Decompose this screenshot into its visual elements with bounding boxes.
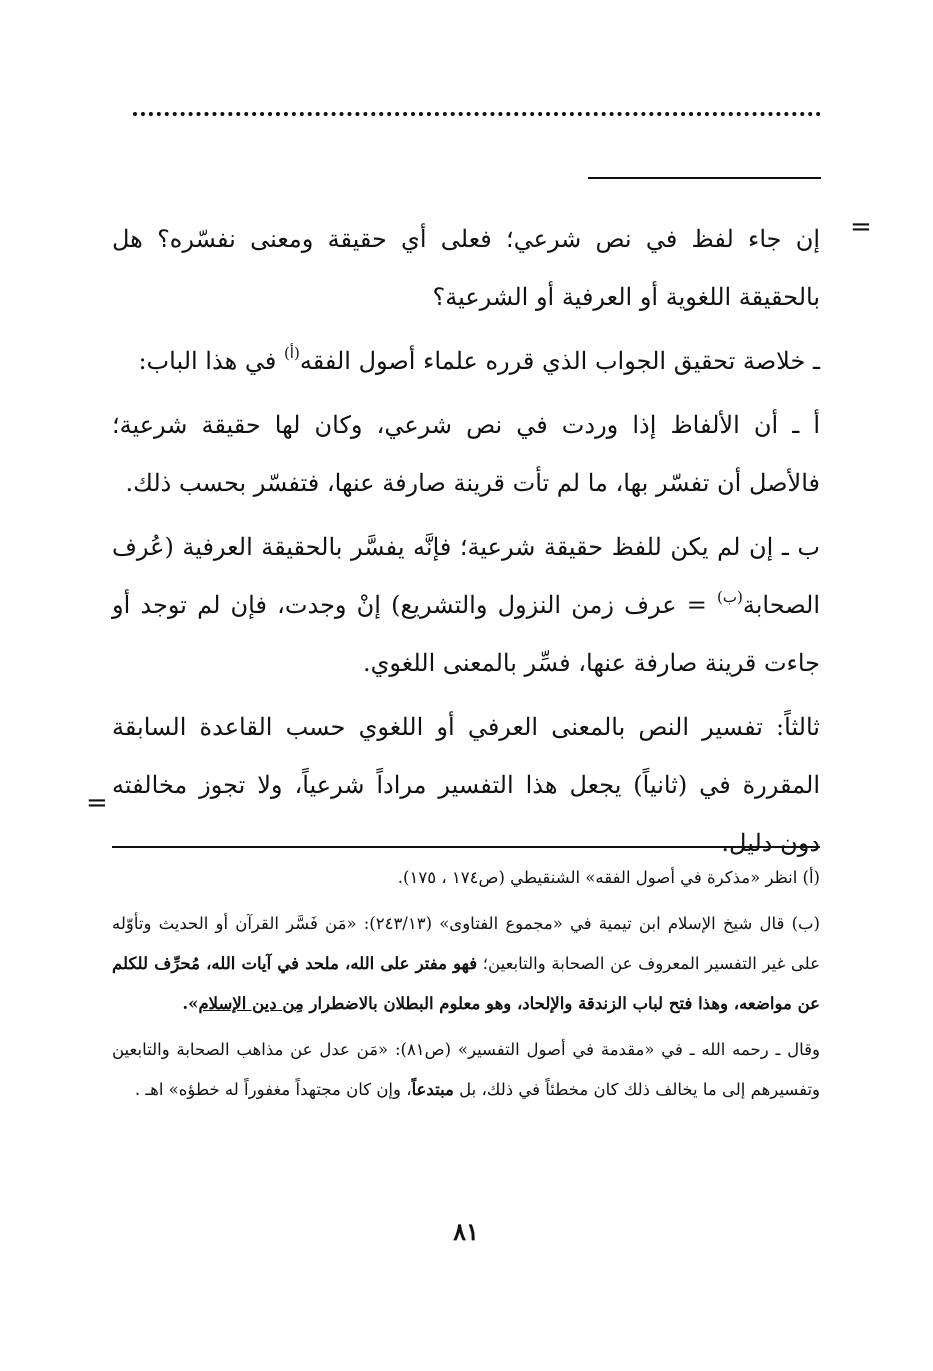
margin-mark-top: =	[850, 212, 872, 242]
point-b-text: ب ـ إن لم يكن للفظ حقيقة شرعية؛ فإنَّه يفسَّر بالحقيقة العرفية (عُرف الصحابة	[112, 533, 820, 619]
footnote-c-text: وقال ـ رحمه الله ـ في «مقدمة في أصول التفسير» (ص٨١): «مَن عدل عن مذاهب الصحابة والتابعين وتفسيرهم إلى ما يخالف ذلك كان مخطئاً في ذلك، بل	[112, 1040, 820, 1099]
footnote-b-text: (ب) قال شيخ الإسلام ابن تيمية في «مجموع الفتاوى» (٢٤٣/١٣): «مَن فَسَّر القرآن أو الحديث وتأوّله على غير التفسير المعروف عن الصحابة والتابعين؛	[112, 914, 820, 973]
footnote-c-bold: مبتدعاً	[411, 1080, 454, 1099]
paragraph-point-b	[112, 518, 820, 692]
summary-text: ـ خلاصة تحقيق الجواب الذي قرره علماء أصول الفقه	[299, 347, 820, 375]
footnote-ref-a[interactable]: (أ)	[283, 344, 300, 362]
footnote-a: (أ) انظر «مذكرة في أصول الفقه» الشنقيطي (ص١٧٤ ، ١٧٥).	[397, 868, 820, 887]
footnote-c-end: ، وإن كان مجتهداً مغفوراً له خطؤه» اهـ .	[134, 1080, 412, 1099]
footnote-b	[112, 904, 820, 1024]
section-rule	[588, 177, 821, 179]
footnote-b-bold: فهو مفتر على الله، ملحد في آيات الله، مُحرِّف للكلم عن مواضعه، وهذا فتح لباب الزندقة والإلحاد، وهو معلوم البطلان بالاضطرار	[112, 954, 820, 1013]
footnote-b-underlined: مِن دين الإسلام	[198, 994, 304, 1013]
footnote-c	[112, 1030, 820, 1110]
main-text	[112, 210, 820, 878]
paragraph-third: ثالثاً: تفسير النص بالمعنى العرفي أو اللغوي حسب القاعدة السابقة المقررة في (ثانياً) يجعل هذا التفسير مراداً شرعياً، ولا تجوز مخالفته دون دليل.	[112, 713, 820, 857]
page-number: ٨١	[453, 1217, 479, 1246]
paragraph-question: إن جاء لفظ في نص شرعي؛ فعلى أي حقيقة ومعنى نفسّره؟ هل بالحقيقة اللغوية أو العرفية أو الشرعية؟	[112, 225, 820, 311]
paragraph-summary	[112, 332, 820, 390]
dotted-separator	[133, 112, 821, 116]
point-b-text-end: = عرف زمن النزول والتشريع) إنْ وجدت، فإن لم توجد أو جاءت قرينة صارفة عنها، فسِّر بالمعنى اللغوي.	[112, 591, 820, 677]
summary-text-end: في هذا الباب:	[138, 347, 284, 375]
footnote-rule	[112, 846, 820, 848]
footnote-ref-b[interactable]: (ب)	[717, 588, 743, 606]
footnotes	[112, 858, 820, 1116]
footnote-b-end: ».	[182, 994, 199, 1013]
margin-mark-bottom: =	[86, 788, 108, 818]
paragraph-point-a: أ ـ أن الألفاظ إذا وردت في نص شرعي، وكان لها حقيقة شرعية؛ فالأصل أن تفسّر بها، ما لم تأت قرينة صارفة عنها، فتفسّر بحسب ذلك.	[112, 411, 820, 497]
